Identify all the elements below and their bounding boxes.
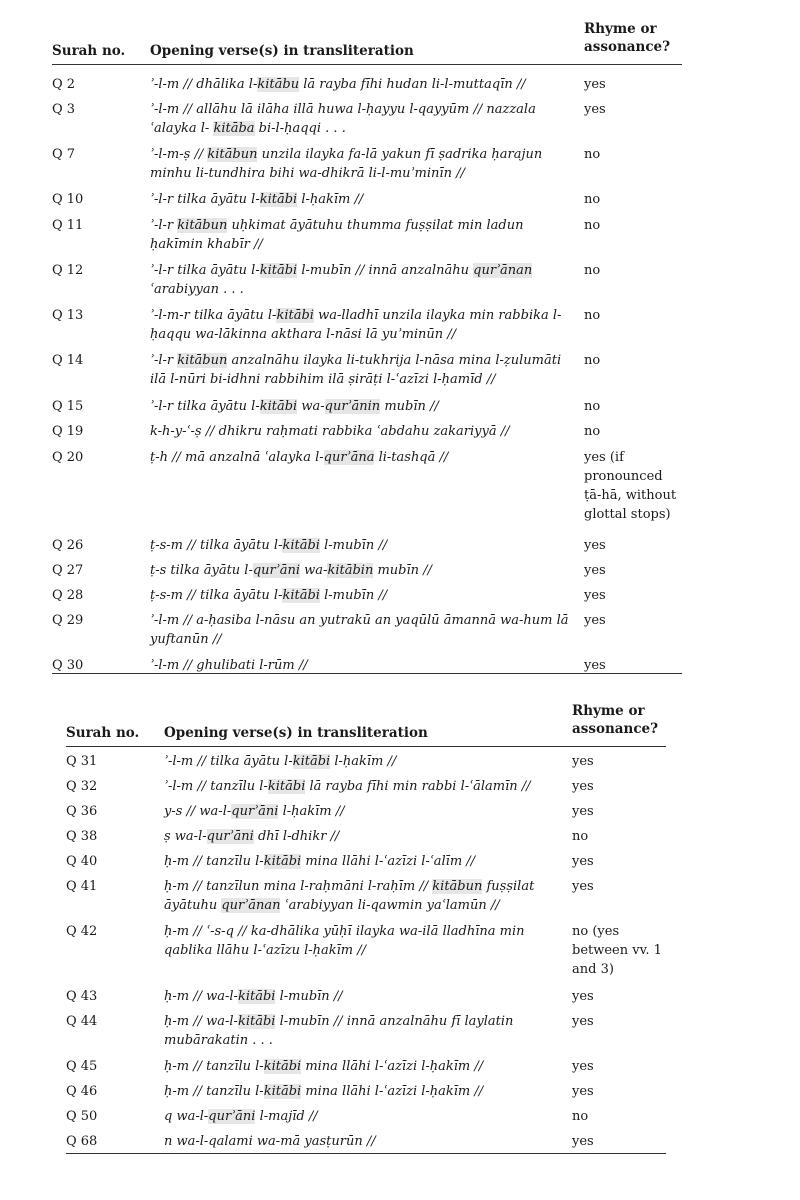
rhyme-value: no (584, 192, 601, 207)
highlighted-term: kitābi (263, 1084, 302, 1099)
rhyme-value: no (584, 308, 601, 323)
highlighted-term: kitābi (237, 989, 276, 1004)
surah-number: Q 46 (66, 1084, 98, 1099)
header-surah-no: Surah no. (66, 725, 140, 741)
surah-number: Q 29 (52, 613, 84, 628)
opening-verse: ʾ-l-r tilka āyātu l-kitābi l-ḥakīm // (150, 192, 364, 207)
surah-number: Q 40 (66, 854, 98, 869)
rhyme-value: no (584, 263, 601, 278)
rhyme-value: no (584, 218, 601, 233)
opening-verse: ḥ-m // tanzīlu l-kitābi mina llāhi l-ʿazīzi l-ḥakīm // (164, 1084, 484, 1099)
opening-verse: ʾ-l-m // ghulibati l-rūm // (150, 658, 308, 673)
rhyme-value: no (584, 399, 601, 414)
surah-number: Q 31 (66, 754, 98, 769)
highlighted-term: kitāba (213, 121, 255, 136)
rhyme-value: yes (572, 1134, 594, 1149)
rhyme-value: no (yes between vv. 1 and 3) (572, 924, 662, 977)
surah-number: Q 15 (52, 399, 84, 414)
opening-verse: q wa-l-qurʾāni l-majīd // (164, 1109, 318, 1124)
surah-number: Q 41 (66, 879, 98, 894)
opening-verse: ʾ-l-r tilka āyātu l-kitābi l-mubīn // innā anzalnāhu qurʾānan ʿarabiyyan . . . (150, 263, 533, 297)
table-bottom-rule (66, 1153, 666, 1154)
surah-number: Q 3 (52, 102, 76, 117)
surah-number: Q 13 (52, 308, 84, 323)
highlighted-term: qurʾānan (473, 263, 533, 278)
highlighted-term: kitābi (237, 1014, 276, 1029)
surah-number: Q 14 (52, 353, 84, 368)
surah-number: Q 19 (52, 424, 84, 439)
surah-number: Q 68 (66, 1134, 98, 1149)
highlighted-term: kitābi (263, 854, 302, 869)
opening-verse: ḥ-m // wa-l-kitābi l-mubīn // (164, 989, 343, 1004)
rhyme-value: yes (584, 563, 606, 578)
opening-verse: ṣ wa-l-qurʾāni dhī l-dhikr // (164, 829, 340, 844)
rhyme-value: yes (584, 77, 606, 92)
header-opening-verses: Opening verse(s) in transliteration (164, 725, 428, 741)
highlighted-term: kitābi (282, 588, 320, 603)
surah-number: Q 26 (52, 538, 84, 553)
highlighted-term: kitābun (177, 218, 228, 233)
rhyme-value: no (584, 147, 601, 162)
opening-verse: ʾ-l-m-ṣ // kitābun unzila ilayka fa-lā yakun fī ṣadrika ḥarajun minhu li-tundhira bihi wa-dhikrā li-l-muʾminīn // (150, 147, 543, 181)
surah-number: Q 2 (52, 77, 76, 92)
surah-number: Q 11 (52, 218, 84, 233)
surah-number: Q 36 (66, 804, 98, 819)
opening-verse: ḥ-m // wa-l-kitābi l-mubīn // innā anzalnāhu fī laylatin mubārakatin . . . (164, 1014, 514, 1048)
highlighted-term: kitābi (263, 1059, 302, 1074)
rhyme-value: yes (if pronounced ṭā-hā, without glottal stops) (584, 450, 677, 522)
opening-verse: ṭ-s-m // tilka āyātu l-kitābi l-mubīn // (150, 538, 388, 553)
opening-verse: ʾ-l-m // dhālika l-kitābu lā rayba fīhi hudan li-l-muttaqīn // (150, 77, 526, 92)
rhyme-value: yes (584, 102, 606, 117)
surah-number: Q 28 (52, 588, 84, 603)
rhyme-value: yes (572, 1059, 594, 1074)
opening-verse: ṭ-s tilka āyātu l-qurʾāni wa-kitābin mubīn // (150, 563, 432, 578)
surah-number: Q 44 (66, 1014, 98, 1029)
rhyme-value: no (584, 353, 601, 368)
surah-number: Q 12 (52, 263, 84, 278)
highlighted-term: kitābi (292, 754, 331, 769)
highlighted-term: kitābu (257, 77, 300, 92)
rhyme-value: yes (572, 1084, 594, 1099)
rhyme-value: yes (572, 754, 594, 769)
highlighted-term: qurʾāni (252, 563, 301, 578)
highlighted-term: kitābun (432, 879, 483, 894)
opening-verse: ʾ-l-m // tilka āyātu l-kitābi l-ḥakīm // (164, 754, 397, 769)
opening-verse: ʾ-l-m // allāhu lā ilāha illā huwa l-ḥayyu l-qayyūm // nazzala ʿalayka l- kitāba bi-l-ḥaqqi . . . (150, 102, 536, 136)
highlighted-term: kitābi (282, 538, 320, 553)
surah-number: Q 32 (66, 779, 98, 794)
surah-number: Q 43 (66, 989, 98, 1004)
highlighted-term: kitābun (177, 353, 228, 368)
highlighted-term: qurʾāni (206, 829, 254, 844)
highlighted-term: qurʾāni (231, 804, 279, 819)
opening-verse: ḥ-m // ʿ-s-q // ka-dhālika yūḥī ilayka wa-ilā lladhīna min qablika llāhu l-ʿazīzu l-ḥakīm // (164, 924, 525, 958)
opening-verse: ʾ-l-m // tanzīlu l-kitābi lā rayba fīhi min rabbi l-ʿālamīn // (164, 779, 531, 794)
surah-number: Q 50 (66, 1109, 98, 1124)
header-rhyme: Rhyme or assonance? (584, 21, 671, 55)
rhyme-value: no (584, 424, 601, 439)
table-header (52, 18, 682, 65)
highlighted-term: kitābi (259, 192, 298, 207)
rhyme-value: yes (572, 879, 594, 894)
surah-number: Q 42 (66, 924, 98, 939)
surah-number: Q 45 (66, 1059, 98, 1074)
rhyme-value: yes (584, 658, 606, 673)
surah-number: Q 10 (52, 192, 84, 207)
opening-verse: ʾ-l-m // a-ḥasiba l-nāsu an yutrakū an yaqūlū āmannā wa-hum lā yuftanūn // (150, 613, 569, 647)
table-header (66, 700, 666, 747)
highlighted-term: kitābi (259, 399, 298, 414)
rhyme-value: yes (572, 854, 594, 869)
surah-number: Q 30 (52, 658, 84, 673)
highlighted-term: kitābi (267, 779, 306, 794)
header-surah-no: Surah no. (52, 43, 126, 59)
rhyme-value: no (572, 1109, 589, 1124)
opening-verse: ʾ-l-r kitābun uḥkimat āyātuhu thumma fuṣṣilat min ladun ḥakīmin khabīr // (150, 218, 524, 252)
opening-verse: ṭ-h // mā anzalnā ʿalayka l-qurʾāna li-tashqā // (150, 450, 449, 465)
rhyme-value: yes (584, 613, 606, 628)
highlighted-term: kitābi (276, 308, 314, 323)
opening-verse: ʾ-l-r tilka āyātu l-kitābi wa-qurʾānin mubīn // (150, 399, 439, 414)
highlighted-term: kitābin (327, 563, 374, 578)
opening-verse: ḥ-m // tanzīlu l-kitābi mina llāhi l-ʿazīzi l-ḥakīm // (164, 1059, 484, 1074)
rhyme-value: no (572, 829, 589, 844)
opening-verse: ḥ-m // tanzīlun mina l-raḥmāni l-raḥīm // kitābun fuṣṣilat āyātuhu qurʾānan ʿarabiyyan li-qawmin yaʿlamūn // (164, 879, 535, 913)
table-body (52, 65, 682, 673)
opening-verse: ʾ-l-r kitābun anzalnāhu ilayka li-tukhrija l-nāsa mina l-ẓulumāti ilā l-nūri bi-idhni rabbihim ilā ṣirāṭi l-ʿazīzi l-ḥamīd // (150, 353, 562, 387)
opening-verse: n wa-l-qalami wa-mā yasṭurūn // (164, 1134, 376, 1149)
rhyme-value: yes (572, 1014, 594, 1029)
highlighted-term: qurʾāni (208, 1109, 256, 1124)
surah-table-2 (66, 700, 666, 1154)
surah-number: Q 38 (66, 829, 98, 844)
opening-verse: k-h-y-ʿ-ṣ // dhikru raḥmati rabbika ʿabdahu zakariyyā // (150, 424, 510, 439)
highlighted-term: kitābi (259, 263, 298, 278)
opening-verse: ʾ-l-m-r tilka āyātu l-kitābi wa-lladhī unzila ilayka min rabbika l-ḥaqqu wa-lākinna akthara l-nāsi lā yuʾminūn // (150, 308, 562, 342)
opening-verse: ṭ-s-m // tilka āyātu l-kitābi l-mubīn // (150, 588, 388, 603)
surah-number: Q 27 (52, 563, 84, 578)
highlighted-term: qurʾānan (221, 898, 281, 913)
opening-verse: y-s // wa-l-qurʾāni l-ḥakīm // (164, 804, 345, 819)
header-opening-verses: Opening verse(s) in transliteration (150, 43, 414, 59)
highlighted-term: qurʾānin (324, 399, 381, 414)
highlighted-term: kitābun (207, 147, 258, 162)
table-body (66, 747, 666, 1153)
surah-number: Q 20 (52, 450, 84, 465)
rhyme-value: yes (572, 779, 594, 794)
surah-number: Q 7 (52, 147, 76, 162)
opening-verse: ḥ-m // tanzīlu l-kitābi mina llāhi l-ʿazīzi l-ʿalīm // (164, 854, 476, 869)
rhyme-value: yes (572, 804, 594, 819)
rhyme-value: yes (584, 588, 606, 603)
surah-table-1 (52, 18, 682, 674)
rhyme-value: yes (584, 538, 606, 553)
rhyme-value: yes (572, 989, 594, 1004)
highlighted-term: qurʾāna (323, 450, 375, 465)
header-rhyme: Rhyme or assonance? (572, 703, 659, 737)
